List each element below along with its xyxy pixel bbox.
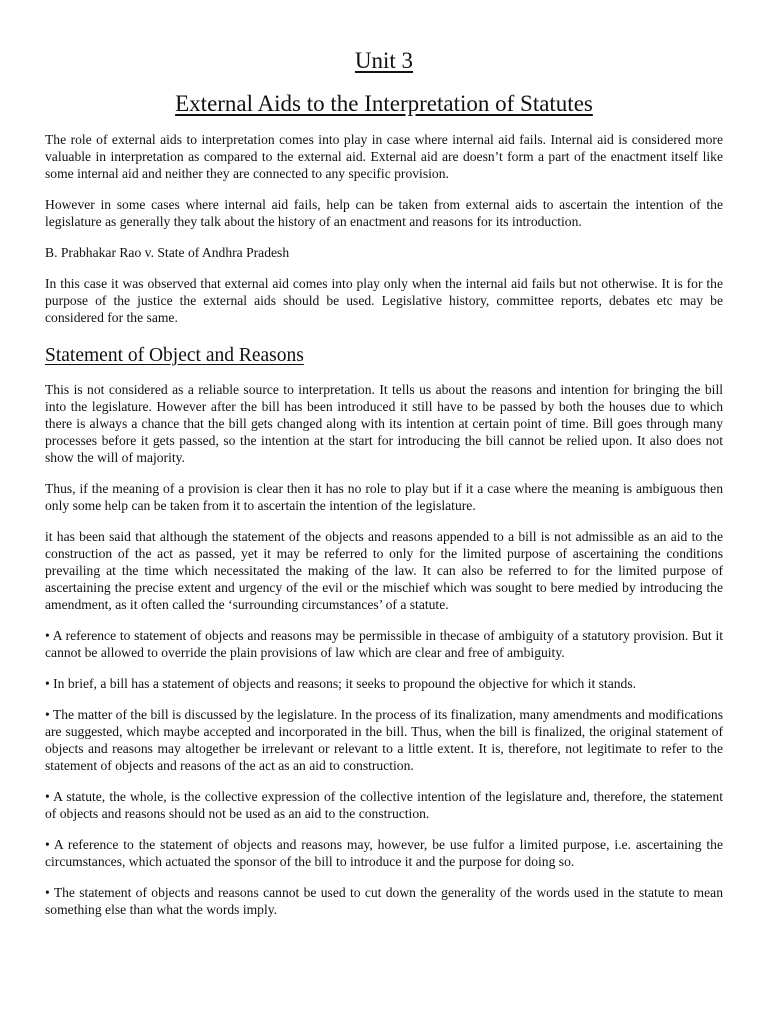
bullet-paragraph-6: • The statement of objects and reasons cannot be used to cut down the generality of the words used in the statute to mean something else than what the words imply. — [45, 885, 723, 917]
bullet-paragraph-5: • A reference to the statement of objects and reasons may, however, be use fulfor a limited purpose, i.e. ascertaining the circumstances, which actuated the sponsor of the bill to introduce it and the purpose for doing so. — [45, 837, 723, 869]
bullet-paragraph-2: • In brief, a bill has a statement of objects and reasons; it seeks to propound the objective for which it stands. — [45, 676, 637, 691]
section-paragraph-1: This is not considered as a reliable source to interpretation. It tells us about the reasons and intention for bringing the bill into the legislature. However after the bill has been introduced it still have to be passed by both the houses due to which there is always a chance that the bill gets changed along with its intention at certain point of time. Bill goes through many processes before it gets passed, so the intention at the start for introducing the bill cannot be relied upon. It also does not show the will of majority. — [45, 382, 723, 465]
unit-title: Unit 3 — [354, 48, 414, 73]
case-citation: B. Prabhakar Rao v. State of Andhra Pradesh — [45, 245, 290, 260]
bullet-paragraph-3: • The matter of the bill is discussed by the legislature. In the process of its finalization, many amendments and modifications are suggested, which maybe accepted and incorporated in the bill. Thus, when the bill is finalized, the original statement of objects and reasons may altogether be irrelevant or relevant to a little extent. It is, therefore, not legitimate to refer to the statement of objects and reasons of the act as an aid to construction. — [45, 707, 723, 773]
bullet-paragraph-1: • A reference to statement of objects and reasons may be permissible in thecase of ambiguity of a statutory provision. But it cannot be allowed to override the plain provisions of law which are clear and free of ambiguity. — [45, 628, 723, 660]
section-paragraph-2: Thus, if the meaning of a provision is clear then it has no role to play but if it a case where the meaning is ambiguous then only some help can be taken from it to ascertain the intention of the legislature. — [45, 481, 723, 513]
intro-paragraph-3: In this case it was observed that external aid comes into play only when the internal aid fails but not otherwise. It is for the purpose of the justice the external aids should be used. Legislative history, committee reports, debates etc may be considered for the same. — [45, 276, 723, 325]
intro-paragraph-2: However in some cases where internal aid fails, help can be taken from external aids to ascertain the intention of the legislature as generally they talk about the history of an enactment and reasons for its introduction. — [45, 197, 723, 229]
document-page — [45, 46, 723, 918]
intro-paragraph-1: The role of external aids to interpretation comes into play in case where internal aid fails. Internal aid is considered more valuable in interpretation as compared to the external aid. External aid are doesn’t form a part of the enactment itself like some internal aid and neither they are connected to any specific provision. — [45, 132, 723, 181]
bullet-paragraph-4: • A statute, the whole, is the collective expression of the collective intention of the legislature and, therefore, the statement of objects and reasons should not be used as an aid to the construction. — [45, 789, 723, 821]
section-heading: Statement of Object and Reasons — [45, 345, 304, 366]
document-title: External Aids to the Interpretation of Statutes — [175, 91, 593, 116]
section-paragraph-3: it has been said that although the statement of the objects and reasons appended to a bill is not admissible as an aid to the construction of the act as passed, yet it may be referred to only for the limited purpose of ascertaining the conditions prevailing at the time which necessitated the making of the law. It can also be referred to for the limited purpose of ascertaining the precise extent and urgency of the evil or the mischief which was sought to bere medied by introducing the amendment, as it often called the ‘surrounding circumstances’ of a statute. — [45, 529, 723, 612]
